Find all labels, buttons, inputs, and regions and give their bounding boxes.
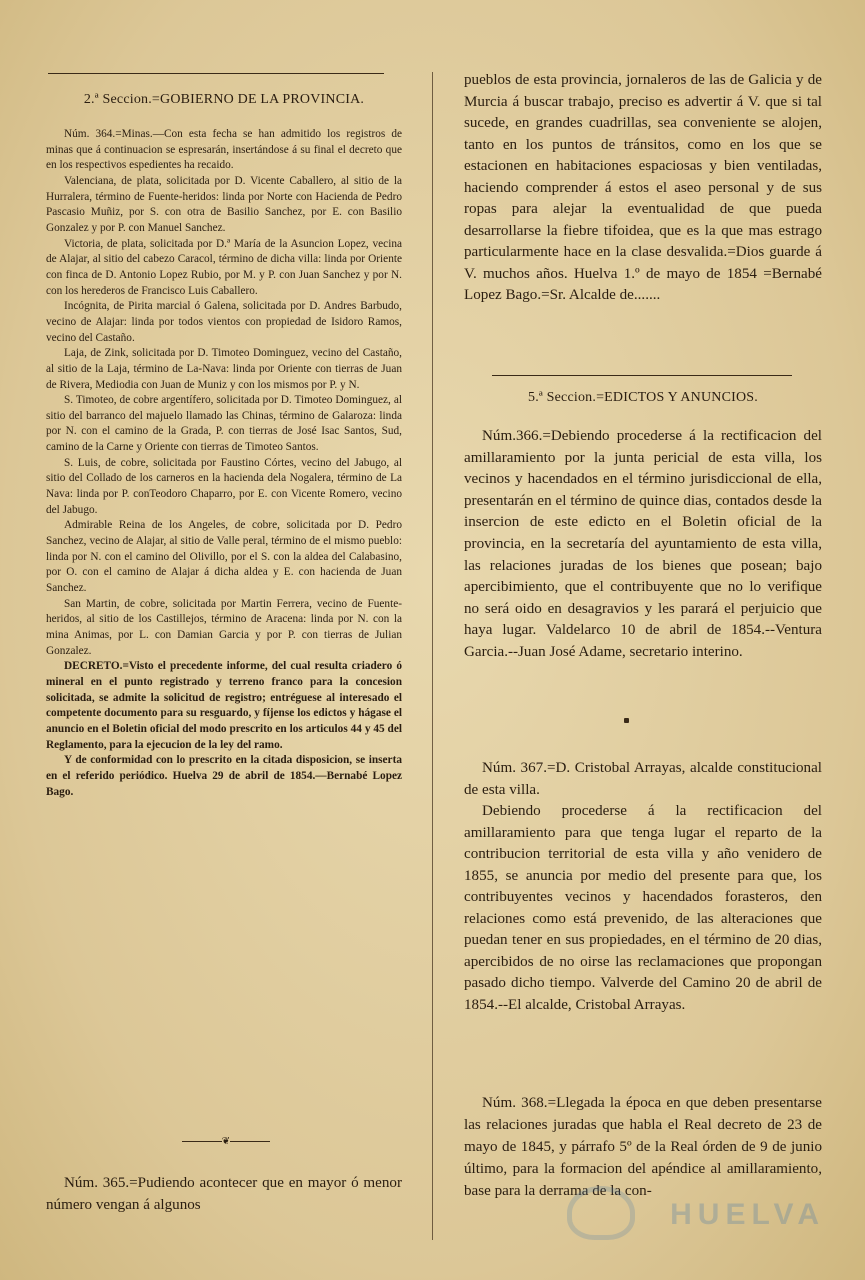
paragraph-368: Núm. 368.=Llegada la época en que deben presentarse las relaciones juradas que habla el Real decreto de 23 de mayo de 1845, y párrafo 5º de la Real órden de 9 de junio último, para la formacion del apéndice al amillaramiento, base para la derrama de la con- xyxy=(464,1095,822,1199)
paragraph-365: Núm. 365.=Pudiendo acontecer que en mayor ó menor número vengan á algunos xyxy=(46,1175,402,1213)
notice-366 xyxy=(464,426,822,664)
mine-entry-san-martin: San Martin, de cobre, solicitada por Martin Ferrera, vecino de Fuente-heridos, al sitio de los Castillejos, término de Aracena: linda por N. con la mina Animas, por L. con Damian Garcia y por P. con tierras de Julian Gonzalez. xyxy=(46,597,402,657)
mine-entry-s-timoteo: S. Timoteo, de cobre argentífero, solicitada por D. Timoteo Dominguez, al sitio del barranco del majuelo llamado las Chinas, término de Galaroza: linda por N. con el camino de la Grada, P. con tierras de José Isac Santos, Sud, camino de la Carne y Oriente con tierras de Timoteo Santos. xyxy=(46,394,402,454)
paragraph-366: Núm.366.=Debiendo procederse á la rectificacion del amillaramiento por la junta pericial de esta villa, los vecinos y hacendados en el término jurisdiccional de ella, presentarán en el término de quince dias, contados desde la insercion de este edicto en el Boletin oficial de la provincia, en la secretaría del ayuntamiento de esta villa, las relaciones juradas de los bienes que posean; bajo apercibimiento, que el contribuyente que no lo verifique no será oido en desagravios y les parará el perjuicio que haya lugar. Valdelarco 10 de abril de 1854.--Ventura Garcia.--Juan José Adame, secretario interino. xyxy=(464,428,822,660)
notice-367 xyxy=(464,758,822,1016)
section-heading-edictos: 5.ª Seccion.=EDICTOS Y ANUNCIOS. xyxy=(528,390,758,405)
mine-entry-victoria: Victoria, de plata, solicitada por D.ª María de la Asuncion Lopez, vecina de Alajar, al sitio del cabezo Caracol, término de dicha villa: linda por Oriente con finca de D. Antonio Lopez Rubio, por M. y P. con Juan Sanchez y por N. con los herederos de Francisco Luis Caballero. xyxy=(46,237,402,297)
section-heading-gobierno: 2.ª Seccion.=GOBIERNO DE LA PROVINCIA. xyxy=(83,92,365,107)
closing-paragraph: Y de conformidad con lo prescrito en la citada disposicion, se inserta en el referido periódico. Huelva 29 de abril de 1854.—Bernabé Lopez Bago. xyxy=(46,754,402,798)
mine-entry-incognita: Incógnita, de Pirita marcial ó Galena, solicitada por D. Andres Barbudo, vecino de Alajar: linda por todos vientos con propiedad de Isidoro Ramos, vecino del Castaño. xyxy=(46,300,402,344)
mine-entry-valenciana: Valenciana, de plata, solicitada por D. Vicente Caballero, al sitio de la Hurralera, término de Fuente-heridos: linda por Norte con Hacienda de Pedro Pascasio Muñiz, por S. con otra de Basilio Sanchez, por E. con Basilio Gonzalez y por P. con Manuel Sanchez. xyxy=(46,174,402,234)
continuation-paragraph: pueblos de esta provincia, jornaleros de las de Galicia y de Murcia á buscar trabajo, preciso es advertir á V. que si tal sucede, en grandes cuadrillas, sea conveniente se alojen, tanto en los puntos de tránsitos, como en los que se estacionen en habitaciones espaciosas y bien ventiladas, haciendo comprender á estos el aseo personal y de sus ropas para alejar la eventualidad de que pueda desarrollarse la fiebre tifoidea, que es la que mas estrago particularmente hace en la clase desvalida.=Dios guarde á V. muchos años. Huelva 1.º de mayo de 1854 =Bernabé Lopez Bago.=Sr. Alcalde de....... xyxy=(464,72,822,303)
mine-entry-s-luis: S. Luis, de cobre, solicitada por Faustino Córtes, vecino del Jabugo, al sitio del Collado de los carneros en la hacienda dela Nogalera, término de La Nava: linda por P. conTeodoro Chaparro, por E. con Vicente Romero, vecino del Jabugo. xyxy=(46,456,402,516)
paragraph-367-heading: Núm. 367.=D. Cristobal Arrayas, alcalde constitucional de esta villa. xyxy=(464,760,822,798)
notice-365-start xyxy=(46,1172,402,1216)
section-rule xyxy=(492,375,792,376)
notice-368 xyxy=(464,1092,822,1202)
mine-entry-laja: Laja, de Zink, solicitada por D. Timoteo Dominguez, vecino del Castaño, al sitio de la Laja, término de La-Nava: linda por Oriente con tierras de Juan de Rivera, Mediodia con Juan de Muniz y con los mismos por P. y N. xyxy=(46,347,402,391)
separator-ornament: ❦ xyxy=(176,1136,276,1147)
notice-365-continuation xyxy=(464,70,822,307)
top-rule xyxy=(48,73,384,74)
decreto-paragraph: DECRETO.=Visto el precedente informe, del cual resulta criadero ó mineral en el punto registrado y terreno franco para la concesion solicitada, se admite la solicitud de registro; entréguese al interesado el competente documento para su resguardo, y fíjense los edictos y hágase el anuncio en el Boletin oficial del modo prescrito en los articulos 44 y 45 del Reglamento, para la ejecucion de la ley del ramo. xyxy=(46,660,402,751)
separator-dot xyxy=(624,718,629,723)
archive-watermark: HUELVA xyxy=(670,1198,825,1231)
paragraph-367-body: Debiendo procederse á la rectificacion del amillaramiento para que tenga lugar el reparto de la contribucion territorial de esta villa y año venidero de 1855, se anuncia por medio del presente para que, los contribuyentes vecinos y hacendados forasteros, den relaciones como está prevenido, de las alteraciones que puedan tener en sus propiedades, en el término de 20 dias, apercibidos de no oirse las reclamaciones que propongan pasado dicho tiempo. Valverde del Camino 20 de abril de 1854.--El alcalde, Cristobal Arrayas. xyxy=(464,803,822,1013)
paragraph-364: Núm. 364.=Minas.—Con esta fecha se han admitido los registros de minas que á continuacion se espresarán, insertándose á su final el decreto que en los respectivos espedientes ha recaido. xyxy=(46,128,402,172)
minas-notice xyxy=(46,127,402,800)
mine-entry-admirable: Admirable Reina de los Angeles, de cobre, solicitada por D. Pedro Sanchez, vecino de Alajar, al sitio de Valle peral, término de el mismo pueblo: linda por N. con el camino del Olivillo, por el S. con la aldea del Calabasino, por O. con el camino de Alajar á dicha aldea y E. con hacienda de Juan Sanchez. xyxy=(46,519,402,595)
archive-logo-icon xyxy=(567,1186,635,1240)
column-divider xyxy=(432,72,433,1240)
